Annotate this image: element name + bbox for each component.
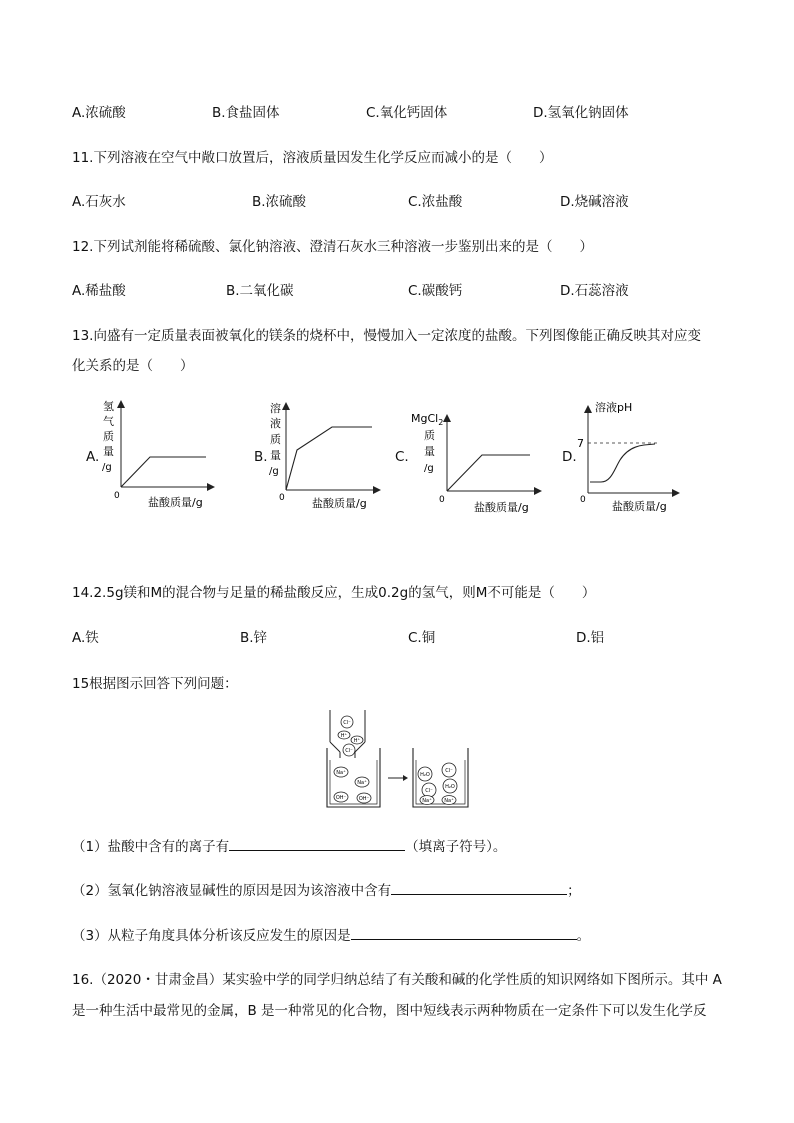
graph-a-ylabel-4: 量 xyxy=(103,445,114,458)
graph-c-ylabel-formula: MgCl$_2$ xyxy=(411,412,444,427)
q14-option-c: C.铜 xyxy=(408,630,436,646)
q15-sub2 xyxy=(72,879,581,899)
q15-sub1-suffix: （填离子符号）。 xyxy=(405,839,507,855)
q10-option-d: D.氢氧化钠固体 xyxy=(533,105,629,121)
graph-a-ylabel-1: 氢 xyxy=(103,400,114,413)
graph-c xyxy=(410,405,545,517)
graph-c-ylabel-2: 量 xyxy=(424,445,435,458)
graph-b-ylabel-3: 质 xyxy=(270,433,281,446)
ion-cl-right-2 xyxy=(422,783,436,797)
ion-cl-dropper-2 xyxy=(343,744,355,756)
graph-b-letter: B. xyxy=(254,449,268,465)
q15-sub3 xyxy=(72,924,590,944)
q12-option-d: D.石蕊溶液 xyxy=(560,283,629,299)
graph-a-ylabel-5: /g xyxy=(102,462,112,473)
q14-option-a: A.铁 xyxy=(72,630,99,646)
graph-c-curve xyxy=(447,455,530,491)
svg-text:OH⁻: OH⁻ xyxy=(335,795,347,801)
q13-stem-line2: 化关系的是（ ） xyxy=(72,358,194,374)
q16-line1: 16.（2020・甘肃金昌）某实验中学的同学归纳总结了有关酸和碱的化学性质的知识网络如下图所示。其中 A xyxy=(72,972,722,988)
graph-d-letter: D. xyxy=(562,449,577,465)
q15-sub3-answer-blank[interactable] xyxy=(351,925,577,940)
q11-option-d: D.烧碱溶液 xyxy=(560,194,629,210)
q10-option-c: C.氧化钙固体 xyxy=(366,105,448,121)
q15-sub3-suffix: 。 xyxy=(576,928,591,944)
graph-c-ylabel-3: /g xyxy=(424,463,434,474)
graph-c-ylabel-1: 质 xyxy=(424,429,435,442)
graph-b-curve xyxy=(286,427,372,490)
svg-text:Na⁺: Na⁺ xyxy=(336,770,346,776)
q13-stem-line1: 13.向盛有一定质量表面被氧化的镁条的烧杯中，慢慢加入一定浓度的盐酸。下列图像能正确反映其对应变 xyxy=(72,328,701,344)
graph-a-origin: 0 xyxy=(114,491,120,501)
graph-c-origin: 0 xyxy=(439,495,445,505)
svg-text:Na⁺: Na⁺ xyxy=(422,798,432,804)
graph-a-xlabel: 盐酸质量/g xyxy=(148,496,203,509)
q14-option-b: B.锌 xyxy=(240,630,268,646)
ion-na-left-2 xyxy=(355,777,369,787)
graph-a-letter: A. xyxy=(86,449,100,465)
svg-text:OH⁻: OH⁻ xyxy=(358,796,370,802)
q14-stem: 14.2.5g镁和M的混合物与足量的稀盐酸反应，生成0.2g的氢气，则M不可能是（ ） xyxy=(72,585,596,601)
graph-b-ylabel-1: 溶 xyxy=(270,402,281,415)
q11-option-b: B.浓硫酸 xyxy=(252,194,307,210)
q15-sub2-suffix: ； xyxy=(567,883,581,899)
graph-a xyxy=(98,395,218,515)
q14-option-d: D.铝 xyxy=(576,630,605,646)
svg-text:Cl⁻: Cl⁻ xyxy=(343,720,351,726)
graph-b-xlabel: 盐酸质量/g xyxy=(312,497,367,510)
q15-sub2-prefix: （2）氢氧化钠溶液显碱性的原因是因为该溶液中含有 xyxy=(72,883,392,899)
q11-stem: 11.下列溶液在空气中敞口放置后，溶液质量因发生化学反应而减小的是（ ） xyxy=(72,150,553,166)
q11-option-a: A.石灰水 xyxy=(72,194,126,210)
graph-c-xlabel: 盐酸质量/g xyxy=(474,501,529,514)
ion-na-left-1 xyxy=(334,767,348,777)
svg-text:H₂O: H₂O xyxy=(445,784,455,790)
graph-a-ylabel-2: 气 xyxy=(103,415,114,428)
q12-option-b: B.二氧化碳 xyxy=(226,283,294,299)
svg-text:H⁺: H⁺ xyxy=(340,733,348,739)
graph-d-ylabel: 溶液pH xyxy=(595,401,633,414)
ion-oh-left-1 xyxy=(334,792,348,802)
svg-text:Cl⁻: Cl⁻ xyxy=(425,788,433,794)
ion-na-right-1 xyxy=(420,796,434,805)
molecule-h2o-right-2 xyxy=(443,779,457,793)
q11-option-c: C.浓盐酸 xyxy=(408,194,463,210)
graph-b-ylabel-2: 液 xyxy=(270,417,281,430)
q10-option-a: A.浓硫酸 xyxy=(72,105,126,121)
ion-cl-right-1 xyxy=(442,763,456,777)
graph-a-curve xyxy=(121,457,206,487)
ion-h-dropper-1 xyxy=(338,731,350,739)
graph-b xyxy=(266,400,386,516)
q10-option-b: B.食盐固体 xyxy=(212,105,280,121)
molecule-h2o-right-1 xyxy=(418,767,432,781)
graph-d xyxy=(575,396,683,516)
q15-stem: 15根据图示回答下列问题： xyxy=(72,676,238,692)
q15-sub2-answer-blank[interactable] xyxy=(391,880,567,895)
svg-text:H₂O: H₂O xyxy=(420,772,430,778)
q16-line2: 是一种生活中最常见的金属，B 是一种常见的化合物，图中短线表示两种物质在一定条件下可以发生化学反 xyxy=(72,1003,707,1019)
graph-d-ytick-7: 7 xyxy=(577,437,584,450)
ion-h-dropper-2 xyxy=(351,736,363,744)
svg-text:H⁺: H⁺ xyxy=(353,738,361,744)
reaction-arrow xyxy=(388,775,408,781)
graph-d-xlabel: 盐酸质量/g xyxy=(612,500,667,513)
q15-sub1-answer-blank[interactable] xyxy=(229,836,405,851)
svg-text:Na⁺: Na⁺ xyxy=(444,798,454,804)
graph-d-curve xyxy=(590,444,655,482)
q12-option-c: C.碳酸钙 xyxy=(408,283,463,299)
svg-text:Cl⁻: Cl⁻ xyxy=(345,748,353,754)
ion-oh-left-2 xyxy=(357,793,371,803)
svg-text:Na⁺: Na⁺ xyxy=(357,780,367,786)
graph-a-ylabel-3: 质 xyxy=(103,430,114,443)
graph-b-origin: 0 xyxy=(279,493,285,503)
q15-sub3-prefix: （3）从粒子角度具体分析该反应发生的原因是 xyxy=(72,928,351,944)
q15-sub1 xyxy=(72,835,506,855)
q15-sub1-prefix: （1）盐酸中含有的离子有 xyxy=(72,839,230,855)
neutralization-diagram xyxy=(325,708,475,812)
q12-option-a: A.稀盐酸 xyxy=(72,283,126,299)
svg-text:Cl⁻: Cl⁻ xyxy=(445,768,453,774)
graph-b-ylabel-4: 量 xyxy=(270,449,281,462)
q12-stem: 12.下列试剂能将稀硫酸、氯化钠溶液、澄清石灰水三种溶液一步鉴别出来的是（ ） xyxy=(72,239,593,255)
graph-d-origin: 0 xyxy=(580,495,586,505)
graph-b-ylabel-5: /g xyxy=(269,466,279,477)
ion-cl-dropper-1 xyxy=(341,716,353,728)
graph-c-letter: C. xyxy=(395,449,409,465)
ion-na-right-2 xyxy=(442,796,456,805)
